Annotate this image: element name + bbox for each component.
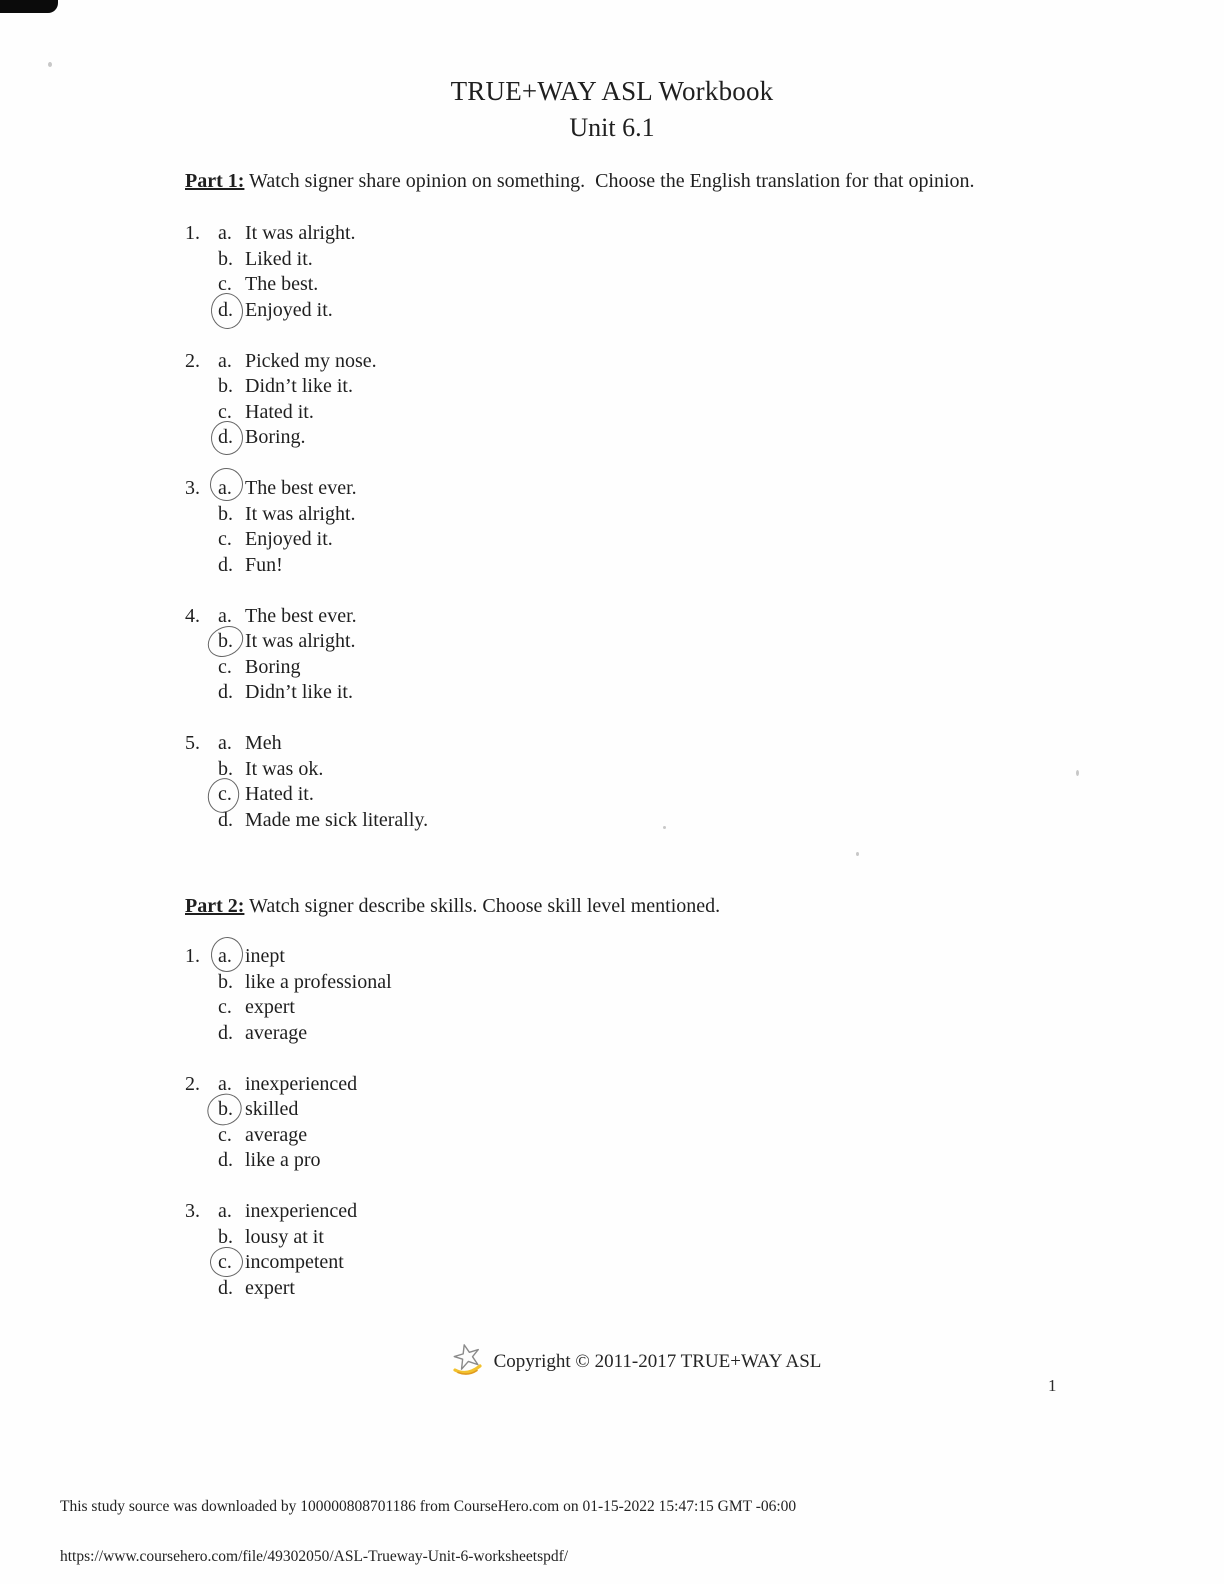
part1-questions: [185, 221, 1020, 833]
option-letter: c.: [218, 1250, 245, 1276]
option: [218, 221, 1020, 247]
option-text: expert: [245, 996, 295, 1018]
part2-instructions: Watch signer describe skills. Choose skill level mentioned.: [244, 895, 721, 917]
option-letter: a.: [218, 732, 232, 754]
option-text: like a professional: [245, 970, 392, 993]
option-letter: d.: [218, 808, 233, 831]
option-text: Made me sick literally.: [245, 808, 429, 831]
option-text: skilled: [245, 1098, 299, 1120]
option: [218, 629, 1020, 655]
scan-speck: [1076, 770, 1079, 776]
option-letter: b.: [218, 502, 233, 525]
question-number: 1.: [185, 945, 200, 967]
option: [218, 782, 1020, 808]
option-letter: d.: [218, 1276, 233, 1299]
option: [218, 944, 1020, 970]
option: [218, 995, 1020, 1021]
option-letter: a.: [218, 222, 232, 244]
option: [218, 425, 1020, 451]
option-text: The best ever.: [245, 604, 357, 627]
option: [218, 970, 1020, 996]
option-text: The best ever.: [245, 477, 357, 499]
option: [218, 1072, 1020, 1098]
trueway-star-icon: [447, 1340, 487, 1380]
question-number: 2.: [185, 349, 200, 372]
option-letter: c.: [218, 528, 232, 550]
scan-artifact-corner: [0, 0, 58, 13]
option-text: expert: [245, 1276, 295, 1299]
option-text: Liked it.: [245, 247, 313, 270]
question: [185, 1072, 1020, 1174]
option-letter: d.: [218, 553, 233, 576]
unit-subtitle: Unit 6.1: [569, 113, 655, 142]
option-letter: c.: [218, 782, 245, 808]
option-letter: b.: [218, 1097, 245, 1123]
option: [218, 374, 1020, 400]
part1-heading: [185, 166, 1020, 197]
option-text: The best.: [245, 273, 319, 295]
option: [218, 527, 1020, 553]
option: [218, 1225, 1020, 1251]
option: [218, 1021, 1020, 1047]
option-text: Didn’t like it.: [245, 375, 353, 397]
option-text: inexperienced: [245, 1200, 358, 1222]
option: [218, 349, 1020, 375]
option: [218, 298, 1020, 324]
option-letter: a.: [218, 476, 245, 502]
question-number: 3.: [185, 477, 200, 499]
option-letter: b.: [218, 629, 245, 655]
option: [218, 400, 1020, 426]
option-text: It was ok.: [245, 757, 324, 780]
question: [185, 944, 1020, 1046]
page-title: TRUE+WAY ASL Workbook: [450, 76, 774, 106]
option-letter: a.: [218, 1200, 232, 1222]
option-text: Fun!: [245, 553, 283, 576]
option-letter: c.: [218, 655, 232, 678]
option-letter: a.: [218, 944, 245, 970]
option-letter: a.: [218, 1072, 232, 1095]
option-text: Enjoyed it.: [245, 298, 333, 321]
option: [218, 272, 1020, 298]
option-text: It was alright.: [245, 630, 356, 652]
question: [185, 731, 1020, 833]
option-letter: c.: [218, 273, 232, 295]
option: [218, 1276, 1020, 1302]
option-text: inept: [245, 945, 285, 967]
option-text: Hated it.: [245, 400, 314, 423]
question-number: 2.: [185, 1072, 200, 1095]
option: [218, 1199, 1020, 1225]
option-text: Picked my nose.: [245, 349, 377, 372]
option-text: average: [245, 1123, 308, 1146]
option: [218, 502, 1020, 528]
option: [218, 476, 1020, 502]
option-letter: d.: [218, 1021, 233, 1044]
part2-heading: [185, 891, 1020, 922]
option-letter: b.: [218, 375, 233, 397]
copyright-text: Copyright © 2011-2017 TRUE+WAY ASL: [493, 1351, 822, 1372]
option: [218, 1097, 1020, 1123]
part2-section: [185, 891, 1020, 1327]
copyright-line: [0, 1344, 1224, 1380]
option-text: Boring.: [245, 426, 306, 448]
scan-speck: [48, 62, 52, 67]
part1-instructions: Watch signer share opinion on something. Choose the English translation for that opinion.: [244, 170, 975, 192]
option-letter: b.: [218, 757, 233, 780]
option-text: Didn’t like it.: [245, 681, 353, 703]
option: [218, 808, 1020, 834]
option-text: inexperienced: [245, 1072, 358, 1095]
option-text: like a pro: [245, 1149, 321, 1171]
option: [218, 1123, 1020, 1149]
option-text: Boring: [245, 655, 301, 678]
option-letter: d.: [218, 681, 233, 703]
option-letter: c.: [218, 996, 232, 1018]
part2-label: Part 2:: [185, 895, 245, 917]
option-text: Meh: [245, 732, 282, 754]
question-number: 5.: [185, 732, 200, 754]
question: [185, 604, 1020, 706]
question-number: 4.: [185, 604, 200, 627]
option: [218, 680, 1020, 706]
option-text: It was alright.: [245, 502, 356, 525]
option-letter: b.: [218, 247, 233, 270]
option: [218, 553, 1020, 579]
option-text: It was alright.: [245, 222, 356, 244]
part1-section: [185, 166, 1020, 859]
option: [218, 731, 1020, 757]
option: [218, 604, 1020, 630]
option: [218, 1250, 1020, 1276]
option-letter: d.: [218, 425, 245, 451]
download-note: This study source was downloaded by 100000808701186 from CourseHero.com on 01-15-2022 15:47:15 GMT -06:00: [60, 1498, 797, 1515]
page-header: [0, 76, 1224, 143]
option-text: lousy at it: [245, 1225, 324, 1248]
question: [185, 1199, 1020, 1301]
question-number: 3.: [185, 1200, 200, 1222]
option-text: incompetent: [245, 1251, 344, 1273]
option-text: Hated it.: [245, 783, 314, 805]
option-letter: d.: [218, 298, 245, 324]
option-letter: c.: [218, 400, 232, 423]
question-number: 1.: [185, 222, 200, 244]
page-number: 1: [1048, 1376, 1057, 1395]
option: [218, 247, 1020, 273]
part1-label: Part 1:: [185, 170, 245, 192]
option: [218, 757, 1020, 783]
question: [185, 349, 1020, 451]
option-letter: d.: [218, 1149, 233, 1171]
question: [185, 476, 1020, 578]
option: [218, 655, 1020, 681]
option-letter: b.: [218, 970, 233, 993]
option: [218, 1148, 1020, 1174]
option-letter: a.: [218, 604, 232, 627]
source-url: https://www.coursehero.com/file/49302050/ASL-Trueway-Unit-6-worksheetspdf/: [60, 1548, 569, 1565]
option-letter: c.: [218, 1123, 232, 1146]
option-text: average: [245, 1021, 308, 1044]
option-text: Enjoyed it.: [245, 528, 333, 550]
question: [185, 221, 1020, 323]
part2-questions: [185, 944, 1020, 1301]
option-letter: a.: [218, 349, 232, 372]
option-letter: b.: [218, 1225, 233, 1248]
